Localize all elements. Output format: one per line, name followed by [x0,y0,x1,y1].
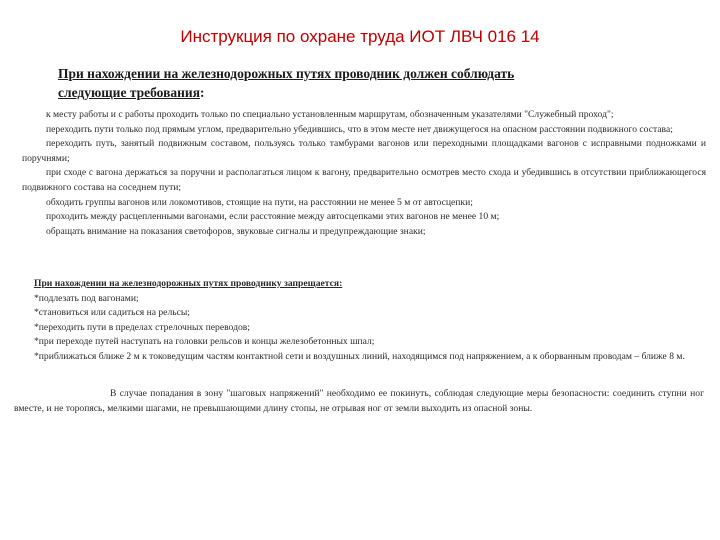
requirement-item: обращать внимание на показания светофоров, звуковые сигналы и предупреждающие знаки; [46,225,426,237]
prohibition-item: *становиться или садиться на рельсы; [34,307,190,319]
prohibition-item: *при переходе путей наступать на головки рельсов и концы железобетонных шпал; [34,336,375,348]
heading-line-1: При нахождении на железнодорожных путях проводник должен соблюдать [58,66,515,81]
prohibitions-section [8,277,700,365]
requirement-item: к месту работы и с работы проходить только по специально установленным маршрутам, обозначенным указателями "Служебный проход"; [46,109,614,120]
requirement-item: переходить путь, занятый подвижным составом, пользуясь только тамбурами вагонов или переходными площадками вагонов с исправными подножками и поручнями; [22,138,706,164]
prohibition-item: *переходить пути в пределах стрелочных переводов; [34,321,250,333]
step-voltage-section [14,387,704,416]
heading-line-2-tail: : [200,85,205,100]
section-heading [58,64,688,102]
requirement-item: при сходе с вагона держаться за поручни и располагаться лицом к вагону, предварительно осмотрев место схода и убедившись в отсутствии приближающегося подвижного состава на соседнем пути; [22,167,706,193]
requirement-item: переходить пути только под прямым углом, предварительно убедившись, что в этом месте нет движущегося на опасном расстоянии подвижного состава; [46,123,673,135]
heading-line-2-underlined: следующие требования [58,85,201,100]
prohibition-item: *подлезать под вагонами; [34,292,139,304]
requirement-item: проходить между расцепленными вагонами, если расстояние между автосцепками этих вагонов не менее 10 м; [46,211,500,223]
requirement-item: обходить группы вагонов или локомотивов, стоящие на пути, на расстоянии не менее 5 м от автосцепки; [46,196,473,208]
prohibitions-heading: При нахождении на железнодорожных путях проводнику запрещается: [34,278,343,289]
prohibition-item: *приближаться ближе 2 м к токоведущим частям контактной сети и воздушных линий, находящимся под напряжением, а к оборванным проводам – ближе 8 м. [34,350,685,362]
heading-line-2 [58,83,688,102]
requirements-list [22,108,706,239]
step-voltage-paragraph: В случае попадания в зону "шаговых напряжений" необходимо ее покинуть, соблюдая следующие меры безопасности: соединить ступни ног вместе, и не торопясь, мелкими шагами, не превышающими длину стопы, не отрывая ног от земли выходить из опасной зоны. [14,388,704,414]
page-title: Инструкция по охране труда ИОТ ЛВЧ 016 14 [180,27,540,46]
